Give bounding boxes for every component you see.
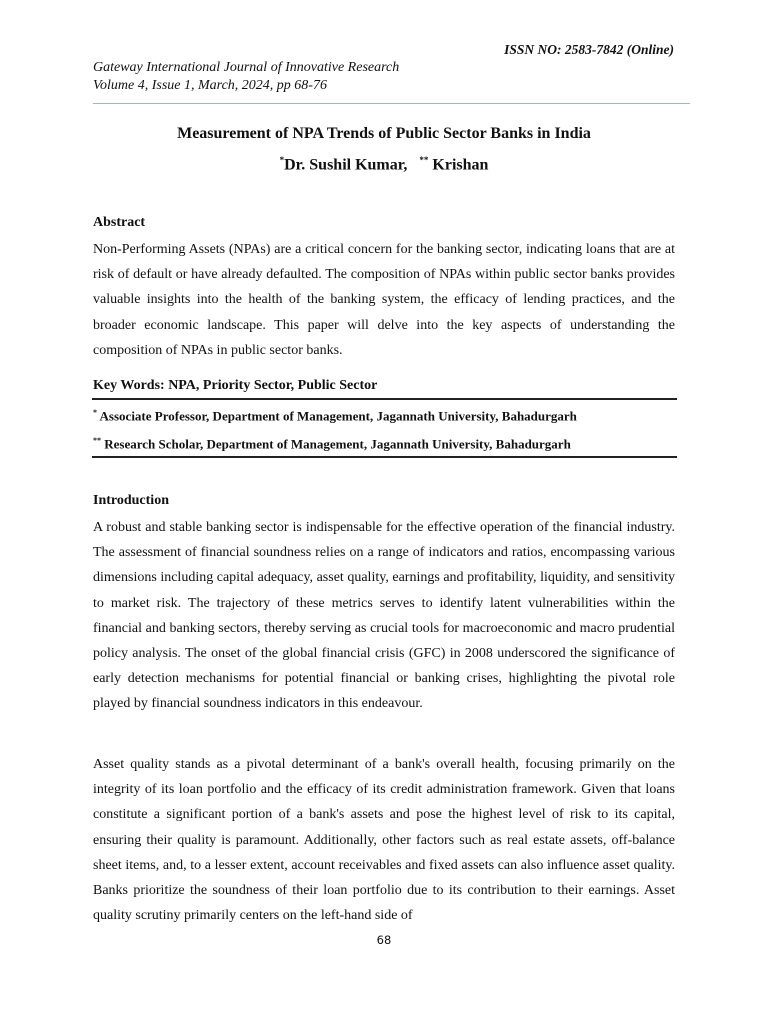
introduction-heading: Introduction [93,493,169,508]
affiliation-bottom-rule [92,456,677,458]
author1-name: Dr. Sushil Kumar, [284,156,408,174]
issn-number: ISSN NO: 2583-7842 (Online) [504,42,674,57]
introduction-paragraph-2: Asset quality stands as a pivotal determinant of a bank's overall health, focusing primarily on the integrity of its loan portfolio and the efficacy of its credit administration framework. Given that loans constitute a significant portion of a bank's assets and pose the highest level of risk to its capital, ensuring their quality is paramount. Additionally, other factors such as real estate assets, off-balance sheet items, and, to a lesser extent, account receivables and fixed assets can also influence asset quality. Banks prioritize the soundness of their loan portfolio due to its contribution to their earnings. Asset quality scrutiny primarily centers on the left-hand side of [93,757,675,924]
abstract-text: Non-Performing Assets (NPAs) are a critical concern for the banking sector, indicating loans that are at risk of default or have already defaulted. The composition of NPAs within public sector banks provides valuable insights into the health of the banking system, the efficacy of lending practices, and the broader economic landscape. This paper will delve into the key aspects of understanding the composition of NPAs in public sector banks. [93,242,675,358]
header-divider [93,103,690,104]
affiliation-2-text: Research Scholar, Department of Management, Jagannath University, Bahadurgarh [104,436,571,452]
paper-authors [0,155,768,174]
introduction-paragraph-1: A robust and stable banking sector is indispensable for the effective operation of the financial industry. The assessment of financial soundness relies on a range of indicators and ratios, encompassing various dimensions including capital adequacy, asset quality, earnings and profitability, liquidity, and sensitivity to market risk. The trajectory of these metrics serves to identify latent vulnerabilities within the financial and banking sectors, thereby serving as crucial tools for macroeconomic and macro prudential policy analysis. The onset of the global financial crisis (GFC) in 2008 underscored the significance of early detection mechanisms for potential financial or banking crises, highlighting the pivotal role played by financial soundness indicators in this endeavour. [93,520,675,712]
paper-title: Measurement of NPA Trends of Public Sector Banks in India [177,125,591,142]
volume-info: Volume 4, Issue 1, March, 2024, pp 68-76 [93,78,327,93]
keywords: Key Words: NPA, Priority Sector, Public Sector [93,378,378,393]
affiliation-2-mark: ** [93,436,101,445]
author2-name: Krishan [432,156,489,174]
journal-info [93,59,399,95]
page-number: 68 [376,933,392,947]
abstract-heading: Abstract [93,215,146,230]
affiliation-1-text: Associate Professor, Department of Management, Jagannath University, Bahadurgarh [99,408,577,424]
author2-mark: ** [419,155,429,165]
affiliation-1-mark: * [93,408,97,417]
author1-mark: * [279,155,285,165]
affiliation-1 [93,408,577,424]
journal-name: Gateway International Journal of Innovative Research [93,60,400,75]
affiliation-top-rule [92,398,677,400]
affiliation-2 [93,436,571,452]
